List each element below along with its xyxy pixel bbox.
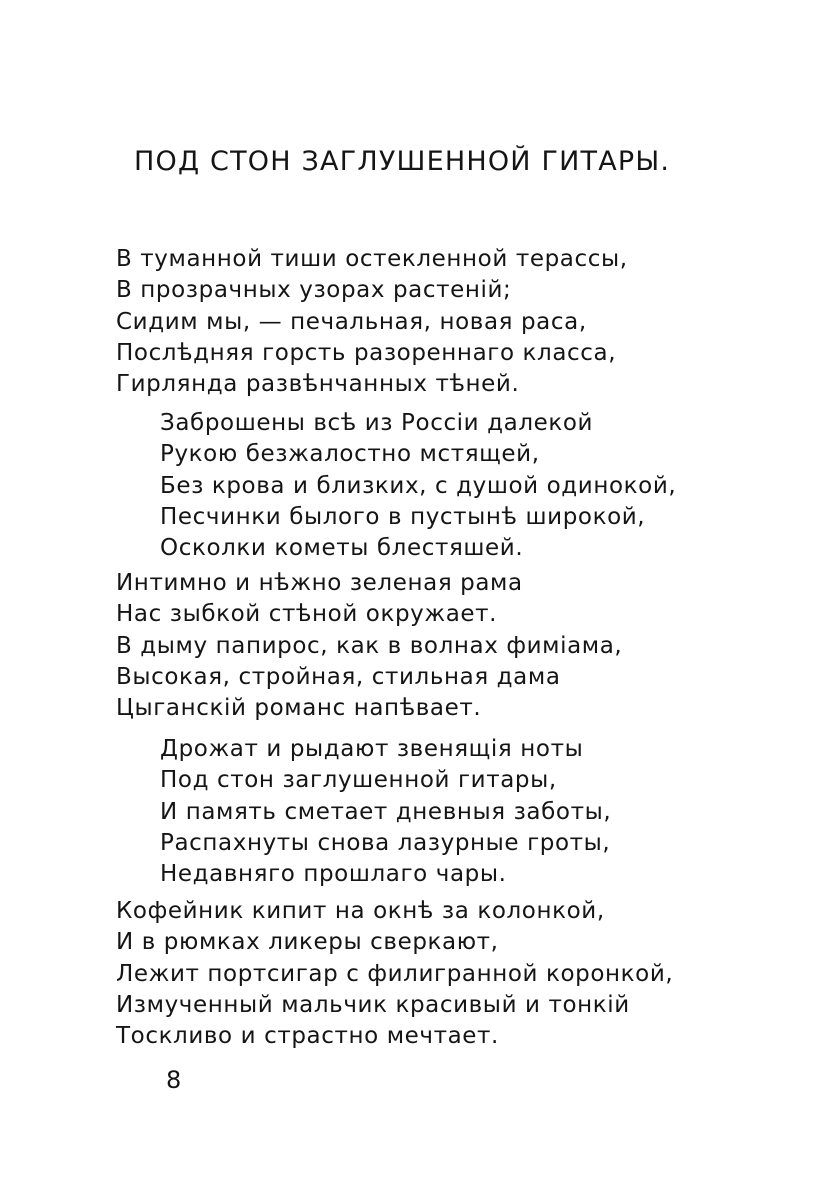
- poem-line: Под стон заглушенной гитары,: [160, 767, 557, 794]
- poem-line: И в рюмках ликеры сверкают,: [116, 929, 499, 956]
- poem-line: Высокая, стройная, стильная дама: [116, 663, 561, 690]
- page-number: 8: [166, 1066, 182, 1094]
- poem-line: Кофейник кипит на окнѣ за колонкой,: [116, 898, 605, 924]
- poem-line: Песчинки былого в пустынѣ широкой,: [160, 503, 646, 530]
- poem-line: Послѣдняя горсть разореннаго класса,: [116, 339, 617, 366]
- poem-line: Интимно и нѣжно зеленая рама: [116, 570, 523, 596]
- poem-line: Гирлянда развѣнчанных тѣней.: [116, 371, 520, 398]
- poem-line: Дрожат и рыдают звенящiя ноты: [160, 736, 584, 762]
- poem-line: Недавняго прошлаго чары.: [160, 861, 507, 888]
- poem-line: Без крова и близких, с душой одинокой,: [160, 472, 677, 499]
- poem-line: Цыганскiй романс напѣвает.: [116, 695, 482, 722]
- poem-line: Лежит портсигар с филигранной коронкой,: [116, 960, 674, 987]
- stanza-5: [116, 896, 673, 1052]
- stanza-2: [160, 408, 676, 564]
- poem-line: Заброшены всѣ из Россiи далекой: [160, 410, 594, 436]
- poem-line: Тоскливо и страстно мечтает.: [116, 1023, 499, 1050]
- poem-line: Осколки кометы блестяшей.: [160, 535, 524, 562]
- poem-line: Сидим мы, — печальная, новая раса,: [116, 308, 587, 335]
- poem-title: ПОД СТОН ЗАГЛУШЕННОЙ ГИТАРЫ.: [134, 146, 671, 177]
- poem-line: В прозрачных узорах растенiй;: [116, 277, 512, 304]
- poem-line: Распахнуты снова лазурные гроты,: [160, 829, 611, 856]
- poem-line: В туманной тиши остекленной терассы,: [116, 246, 628, 272]
- stanza-4: [160, 734, 611, 890]
- poem-line: И память сметает дневныя заботы,: [160, 798, 612, 825]
- stanza-3: [116, 568, 622, 724]
- poem-line: Нас зыбкой стѣной окружает.: [116, 601, 498, 628]
- poem-line: Рукою безжалостно мстящей,: [160, 441, 540, 468]
- poem-line: Измученный мальчик красивый и тонкiй: [116, 991, 630, 1018]
- poem-line: В дыму папирос, как в волнах фимiама,: [116, 632, 623, 659]
- stanza-1: [116, 244, 628, 400]
